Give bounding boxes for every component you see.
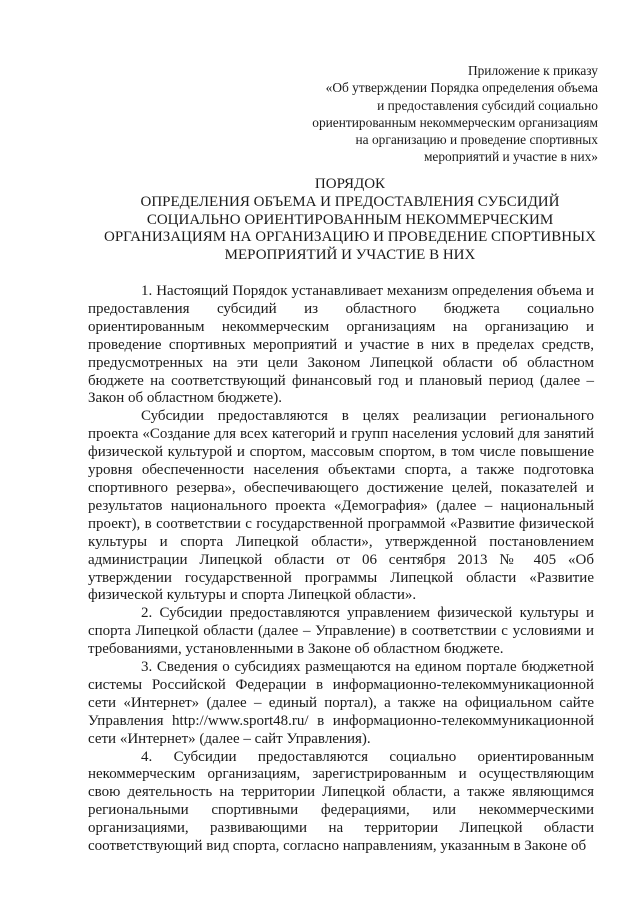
title-line: ОРГАНИЗАЦИЯМ НА ОРГАНИЗАЦИЮ И ПРОВЕДЕНИЕ СПОРТИВНЫХ <box>104 229 596 246</box>
paragraph-1: 1. Настоящий Порядок устанавливает механизм определения объема и предоставления субсидий из областного бюджета социально ориентированным некоммерческим организациям на организацию и проведение спортивных мероприятий и участие в них в пределах средств, предусмотренных на эти цели Законом Липецкой области об областном бюджете на соответствующий финансовый год и плановый период (далее – Закон об областном бюджете). <box>88 283 594 407</box>
appendix-line: ориентированным некоммерческим организациям <box>312 114 598 130</box>
appendix-line: мероприятий и участие в них» <box>423 149 598 165</box>
title-line: ОПРЕДЕЛЕНИЯ ОБЪЕМА И ПРЕДОСТАВЛЕНИЯ СУБСИДИЙ <box>140 193 560 210</box>
paragraph-4: 4. Субсидии предоставляются социально ориентированным некоммерческим организациям, зарегистрированным и осуществляющим свою деятельность на территории Липецкой области, а также являющимся региональными спортивными федерациями, или некоммерческими организациями, развивающими на территории Липецкой области соответствующий вид спорта, согласно направлениям, указанным в Законе об <box>88 748 594 855</box>
document-title <box>80 176 620 265</box>
appendix-line: Приложение к приказу <box>467 63 598 78</box>
title-line: МЕРОПРИЯТИЙ И УЧАСТИЕ В НИХ <box>224 247 476 264</box>
appendix-line: на организацию и проведение спортивных <box>355 132 598 148</box>
title-heading: ПОРЯДОК <box>314 176 386 192</box>
appendix-note <box>238 62 598 166</box>
paragraph-3: 3. Сведения о субсидиях размещаются на едином портале бюджетной системы Российской Федерации в информационно-телекоммуникационной сети «Интернет» (далее – единый портал), а также на официальном сайте Управления http://www.sport48.ru/ в информационно-телекоммуникационной сети «Интернет» (далее – сайт Управления). <box>88 659 594 747</box>
document-body <box>88 283 594 856</box>
paragraph-2: 2. Субсидии предоставляются управлением физической культуры и спорта Липецкой области (далее – Управление) в соответствии с условиями и требованиями, установленными в Законе об областном бюджете. <box>88 605 594 658</box>
title-line: СОЦИАЛЬНО ОРИЕНТИРОВАННЫМ НЕКОММЕРЧЕСКИМ <box>146 211 554 228</box>
appendix-line: и предоставления субсидий социально <box>377 97 598 113</box>
paragraph-1-continued: Субсидии предоставляются в целях реализации регионального проекта «Создание для всех категорий и групп населения условий для занятий физической культурой и спортом, массовым спортом, в том числе повышение уровня обеспеченности населения объектами спорта, а также подготовка спортивного резерва», обеспечивающего достижение целей, показателей и результатов национального проекта «Демография» (далее – национальный проект), в соответствии с государственной программой «Развитие физической культуры и спорта Липецкой области», утвержденной постановлением администрации Липецкой области от 06 сентября 2013 № 405 «Об утверждении государственной программы Липецкой области «Развитие физической культуры и спорта Липецкой области». <box>88 408 594 604</box>
appendix-line: «Об утверждении Порядка определения объема <box>325 80 598 96</box>
